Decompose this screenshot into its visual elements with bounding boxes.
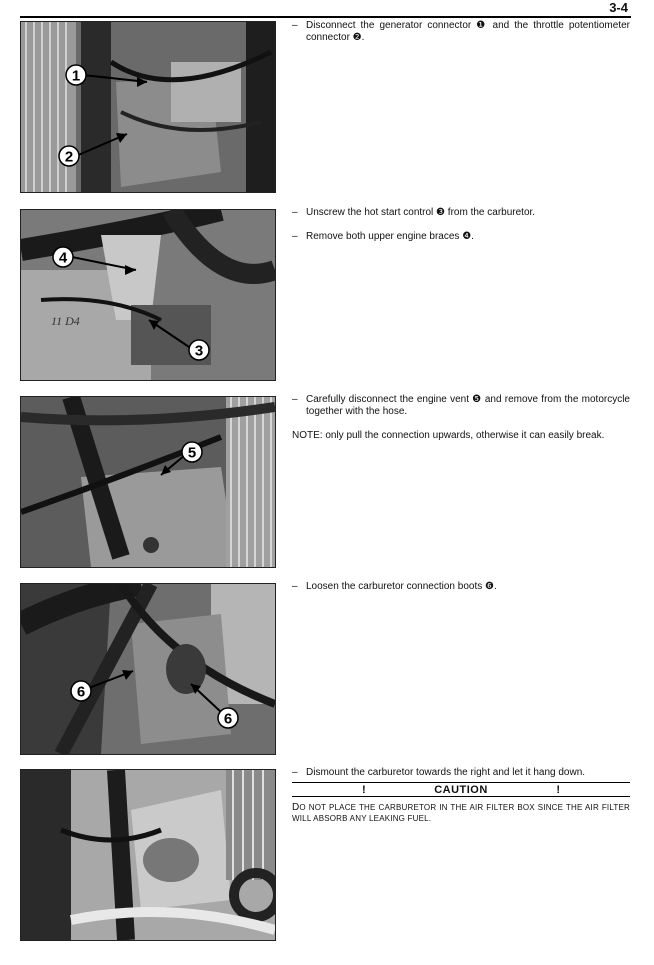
dash-marker: – (292, 767, 298, 778)
instruction-step (292, 767, 630, 779)
instruction-block-5 (292, 767, 630, 824)
photo-carburetor-dismount (20, 769, 276, 941)
dash-marker: – (292, 231, 298, 242)
callout-label-6b: 6 (223, 710, 233, 728)
step-text: Dismount the carburetor towards the right and let it hang down. (306, 767, 586, 778)
instruction-step (292, 231, 630, 243)
instruction-block-1 (292, 20, 630, 56)
dash-marker: – (292, 207, 298, 218)
instruction-block-4 (292, 581, 630, 605)
instruction-step (292, 581, 630, 593)
instruction-step (292, 207, 630, 219)
dash-marker: – (292, 20, 298, 31)
photo-hot-start-control (20, 209, 276, 381)
step-text: Carefully disconnect the engine vent ❺ and remove from the motorcycle together with the hose. (306, 394, 630, 417)
instruction-step (292, 394, 630, 418)
dash-marker: – (292, 394, 298, 405)
instruction-block-3 (292, 394, 630, 442)
caution-title: CAUTION (434, 783, 488, 796)
callout-label-6a: 6 (76, 683, 86, 701)
dash-marker: – (292, 581, 298, 592)
instruction-step (292, 20, 630, 44)
step-text: Loosen the carburetor connection boots ❻. (306, 581, 497, 592)
callout-label-4: 4 (58, 249, 68, 267)
photo-generator-connector (20, 21, 276, 193)
instruction-block-2 (292, 207, 630, 255)
callout-label-2: 2 (64, 148, 74, 166)
step-text: Remove both upper engine braces ❹. (306, 231, 474, 242)
callout-label-1: 1 (71, 67, 81, 85)
caution-text: DO NOT PLACE THE CARBURETOR IN THE AIR FILTER BOX SINCE THE AIR FILTER WILL ABSORB ANY LEAKING FUEL. (292, 802, 630, 823)
callout-label-5: 5 (187, 444, 197, 462)
page-number: 3-4 (609, 0, 628, 15)
note-text: NOTE: only pull the connection upwards, otherwise it can easily break. (292, 430, 605, 441)
photo-carburetor-boots (20, 583, 276, 755)
step-text: Unscrew the hot start control ❸ from the carburetor. (306, 207, 536, 218)
engine-scribble: 11 D4 (51, 314, 80, 328)
header-rule (20, 16, 631, 18)
photo-engine-vent (20, 396, 276, 568)
caution-mark-right: ! (556, 783, 560, 796)
caution-mark-left: ! (362, 783, 366, 796)
caution-box (292, 782, 630, 824)
step-text: Disconnect the generator connector ❶ and the throttle potentiometer connector ❷. (306, 20, 630, 43)
callout-label-3: 3 (194, 342, 204, 360)
caution-header (292, 782, 630, 797)
